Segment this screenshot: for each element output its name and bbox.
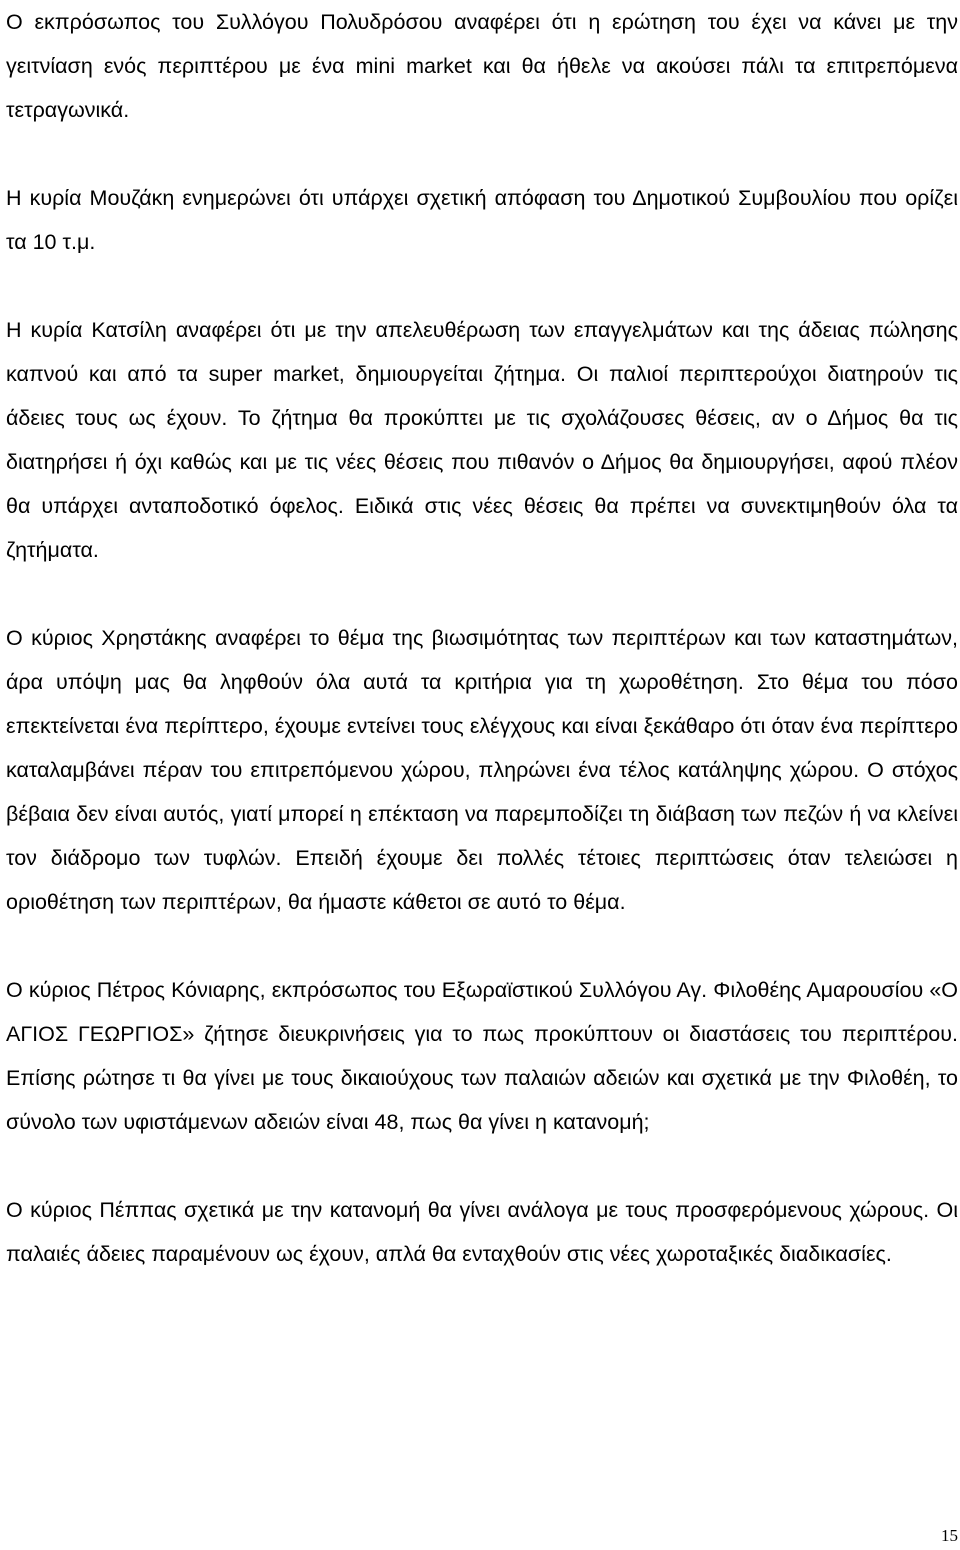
paragraph-christakis-statement: Ο κύριος Χρηστάκης αναφέρει το θέμα της βιωσιμότητας των περιπτέρων και των καταστημάτων, άρα υπόψη μας θα ληφθούν όλα αυτά τα κριτήρια για τη χωροθέτηση. Στο θέμα του πόσο επεκτείνεται ένα περίπτερο, έχουμε εντείνει τους ελέγχους και είναι ξεκάθαρο ότι όταν ένα περίπτερο καταλαμβάνει πέραν του επιτρεπόμενου χώρου, πληρώνει ένα τέλος κατάληψης χώρου. Ο στόχος βέβαια δεν είναι αυτός, γιατί μπορεί η επέκταση να παρεμποδίζει τη διάβαση των πεζών ή να κλείνει τον διάδρομο των τυφλών. Επειδή έχουμε δει πολλές τέτοιες περιπτώσεις όταν τελειώσει η οριοθέτηση των περιπτέρων, θα ήμαστε κάθετοι σε αυτό το θέμα. [6, 626, 958, 914]
paragraph-katsili-statement: Η κυρία Κατσίλη αναφέρει ότι με την απελευθέρωση των επαγγελμάτων και της άδειας πώλησης καπνού και από τα super market, δημιουργείται ζήτημα. Οι παλιοί περιπτερούχοι διατηρούν τις άδειες τους ως έχουν. Το ζήτημα θα προκύπτει με τις σχολάζουσες θέσεις, αν ο Δήμος θα τις διατηρήσει ή όχι καθώς και με τις νέες θέσεις που πιθανόν ο Δήμος θα δημιουργήσει, αφού πλέον θα υπάρχει ανταποδοτικό όφελος. Ειδικά στις νέες θέσεις θα πρέπει να συνεκτιμηθούν όλα τα ζητήματα. [6, 318, 958, 562]
paragraph-peppas-reply: Ο κύριος Πέππας σχετικά με την κατανομή θα γίνει ανάλογα με τους προσφερόμενους χώρους. Οι παλαιές άδειες παραμένουν ως έχουν, απλά θα ενταχθούν στις νέες χωροταξικές διαδικασίες. [6, 1198, 958, 1266]
paragraph-mouzaki-reply: Η κυρία Μουζάκη ενημερώνει ότι υπάρχει σχετική απόφαση του Δημοτικού Συμβουλίου που ορίζει τα 10 τ.μ. [6, 186, 958, 254]
paragraph-polydrosos-question: Ο εκπρόσωπος του Συλλόγου Πολυδρόσου αναφέρει ότι η ερώτηση του έχει να κάνει με την γειτνίαση ενός περιπτέρου με ένα mini market και θα ήθελε να ακούσει πάλι τα επιτρεπόμενα τετραγωνικά. [6, 10, 958, 122]
paragraph-koniaris-question: Ο κύριος Πέτρος Κόνιαρης, εκπρόσωπος του Εξωραϊστικού Συλλόγου Αγ. Φιλοθέης Αμαρουσίου «Ο ΑΓΙΟΣ ΓΕΩΡΓΙΟΣ» ζήτησε διευκρινήσεις για το πως προκύπτουν οι διαστάσεις του περιπτέρου. Επίσης ρώτησε τι θα γίνει με τους δικαιούχους των παλαιών αδειών και σχετικά με την Φιλοθέη, το σύνολο των υφιστάμενων αδειών είναι 48, πως θα γίνει η κατανομή; [6, 978, 958, 1134]
page-number: 15 [941, 1526, 958, 1545]
document-body [6, 0, 958, 1276]
